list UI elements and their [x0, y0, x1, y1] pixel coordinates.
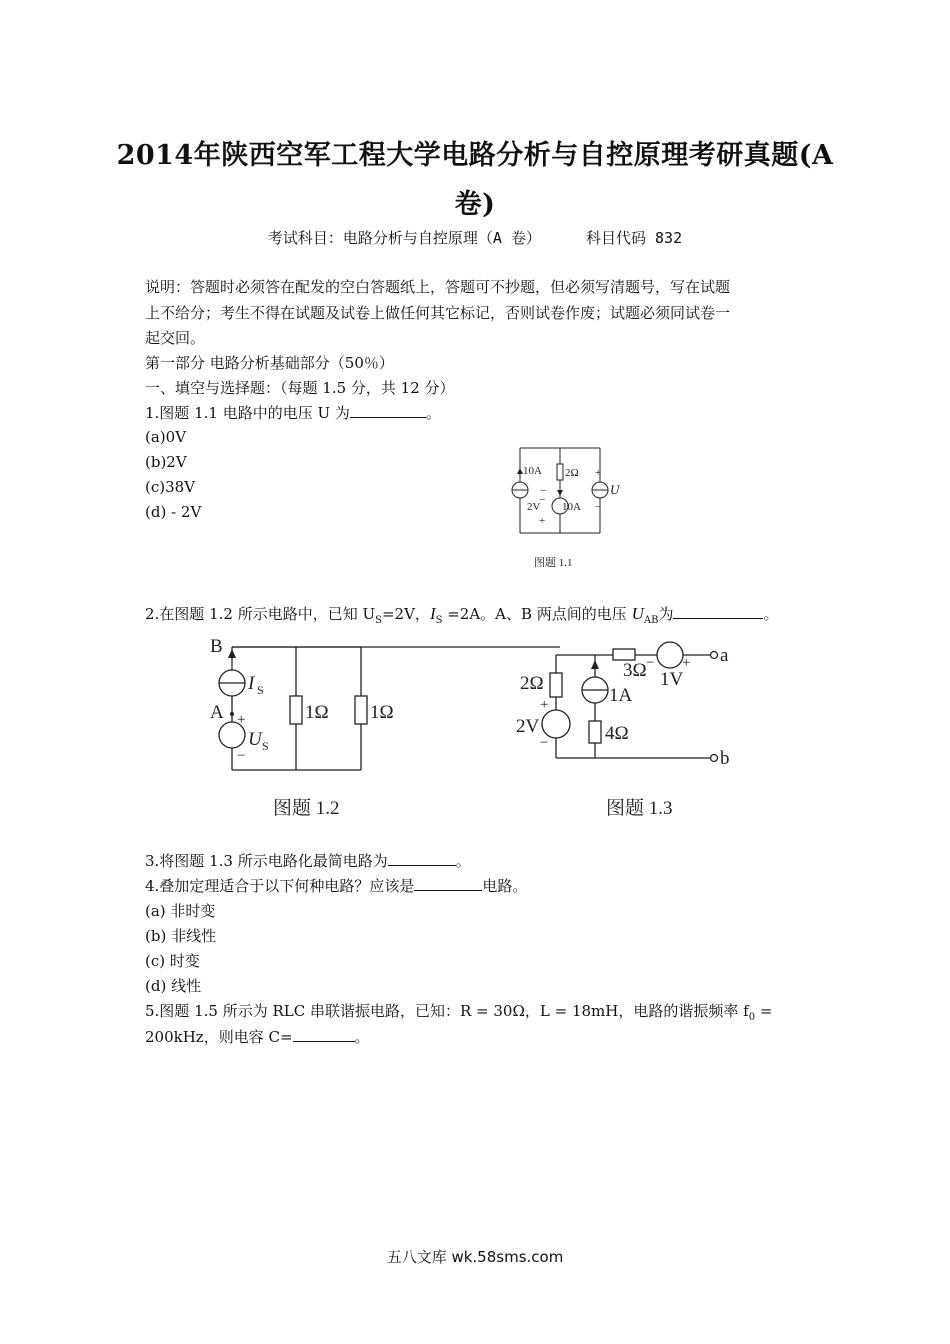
question-3-end: 。: [455, 852, 471, 870]
question-3-stem: [145, 850, 471, 871]
fig13-r-top: 3Ω: [623, 660, 647, 681]
question-4-end: 电路。: [482, 877, 528, 895]
q2-text-c: =2A。A、B 两点间的电压: [442, 605, 632, 623]
question-4-text: 4.叠加定理适合于以下何种电路？应该是: [145, 877, 415, 895]
exam-subject: 考试科目：电路分析与自控原理（A 卷）: [267, 229, 541, 247]
question-4-option-d: (d) 线性: [145, 977, 202, 995]
notice-line-3: 起交回。: [145, 329, 206, 347]
question-1-option-a: (a)0V: [145, 428, 187, 446]
fig11-minus-left: −: [540, 485, 547, 497]
answer-blank: [388, 851, 456, 866]
answer-blank: [350, 403, 426, 418]
fig13-minus-top: −: [646, 655, 655, 671]
footer-watermark: 五八文库 wk.58sms.com: [386, 1248, 564, 1266]
fig12-node-a: A: [210, 702, 224, 723]
fig12-us-sub: S: [262, 739, 269, 753]
fig13-node-a: a: [720, 645, 729, 666]
fig13-i-mid: 1A: [609, 685, 633, 706]
fig11-label-u: U: [610, 482, 620, 497]
question-5-line-1: [145, 1000, 772, 1023]
fig13-v-left: 2V: [516, 716, 540, 737]
question-4-option-a: (a) 非时变: [145, 902, 216, 920]
q2-sub-s: S: [375, 615, 382, 626]
question-5-text-a: 5.图题 1.5 所示为 RLC 串联谐振电路，已知：R = 30Ω，L = 18mH，电路的谐振频率 f: [145, 1002, 749, 1020]
q2-end: 。: [763, 605, 779, 623]
figure-1-3-caption: 图题 1.3: [606, 798, 673, 819]
question-5-end: 。: [354, 1028, 370, 1046]
node-a-dot: [230, 712, 234, 716]
fig11-plus-mid: +: [539, 515, 546, 527]
notice-line-2: 上不给分；考生不得在试题及试卷上做任何其它标记，否则试卷作废；试题必须同试卷一: [145, 304, 731, 322]
figure-1-1: [500, 440, 630, 580]
fig13-plus-left: +: [540, 697, 549, 713]
question-5-text-c: 200kHz，则电容 C=: [145, 1028, 293, 1046]
answer-blank: [414, 876, 482, 891]
question-4-option-b: (b) 非线性: [145, 927, 217, 945]
question-2-stem: [145, 603, 778, 626]
question-1-option-c: (c)38V: [145, 478, 196, 496]
fig12-node-b: B: [210, 636, 223, 657]
fig12-is-sub: S: [257, 683, 264, 697]
figure-1-2-caption: 图题 1.2: [273, 798, 340, 819]
question-4-option-c: (c) 时变: [145, 952, 200, 970]
fig12-is: I: [248, 673, 255, 694]
fig13-minus-left: −: [540, 735, 549, 751]
fig11-label-resistor: 2Ω: [565, 467, 579, 479]
section-heading: 一、填空与选择题：（每题 1.5 分，共 12 分）: [145, 379, 455, 397]
fig11-minus-u: −: [595, 501, 602, 513]
document-title-line2: 卷): [454, 189, 496, 220]
q2-is: I: [429, 604, 436, 623]
fig12-r2: 1Ω: [370, 702, 394, 723]
notice-line-1: 说明：答题时必须答在配发的空白答题纸上，答题可不抄题，但必须写清题号，写在试题: [145, 278, 731, 296]
fig12-r1: 1Ω: [305, 702, 329, 723]
q2-uab: U: [631, 604, 644, 623]
q2-uab-sub: AB: [643, 615, 659, 626]
q2-is-sub: S: [435, 615, 443, 626]
figure-1-3: [510, 635, 750, 825]
fig13-v-top: 1V: [660, 669, 684, 690]
fig13-plus-top: +: [682, 655, 691, 671]
q2-text-b: =2V，: [381, 605, 430, 623]
arrow-up-icon: [228, 649, 236, 658]
exam-subtitle: [0, 227, 950, 248]
fig12-plus: +: [237, 712, 246, 728]
fig11-minus-mid: −: [539, 494, 546, 506]
q2-text-a: 2.在图题 1.2 所示电路中，已知 U: [145, 605, 376, 623]
fig13-r-left: 2Ω: [520, 673, 544, 694]
figure-1-2: [200, 632, 420, 822]
fig12-us: U: [248, 729, 262, 750]
document-title-line1: 2014年陕西空军工程大学电路分析与自控原理考研真题(A: [116, 140, 834, 171]
question-5-line-2: [145, 1026, 370, 1047]
fig13-node-b: b: [720, 748, 730, 769]
fig11-plus-u: +: [595, 467, 602, 479]
fig13-r-mid: 4Ω: [605, 723, 629, 744]
question-5-sub: 0: [748, 1012, 756, 1023]
question-1-stem: [145, 402, 441, 423]
arrow-down-icon: [557, 490, 563, 496]
part-heading: 第一部分 电路分析基础部分（50％）: [145, 354, 394, 372]
answer-blank: [673, 604, 763, 619]
fig12-minus: −: [237, 748, 246, 764]
question-1-option-d: (d) - 2V: [145, 503, 202, 521]
exam-code: 科目代码 832: [585, 229, 683, 247]
figure-1-1-caption: 图题 1.1: [534, 557, 573, 569]
question-5-text-b: =: [755, 1002, 773, 1020]
question-1-option-b: (b)2V: [145, 453, 187, 471]
question-1-text: 1.图题 1.1 电路中的电压 U 为: [145, 404, 350, 422]
fig11-label-left-source: 10A: [523, 465, 542, 477]
fig11-label-vsrc: 2V: [527, 501, 541, 513]
question-1-end: 。: [425, 404, 441, 422]
question-3-text: 3.将图题 1.3 所示电路化最简电路为: [145, 852, 388, 870]
q2-text-d: 为: [658, 605, 674, 623]
answer-blank: [293, 1027, 355, 1042]
question-4-stem: [145, 875, 527, 896]
arrow-up-icon: [591, 660, 599, 669]
fig11-label-mid-source: 10A: [562, 501, 581, 513]
